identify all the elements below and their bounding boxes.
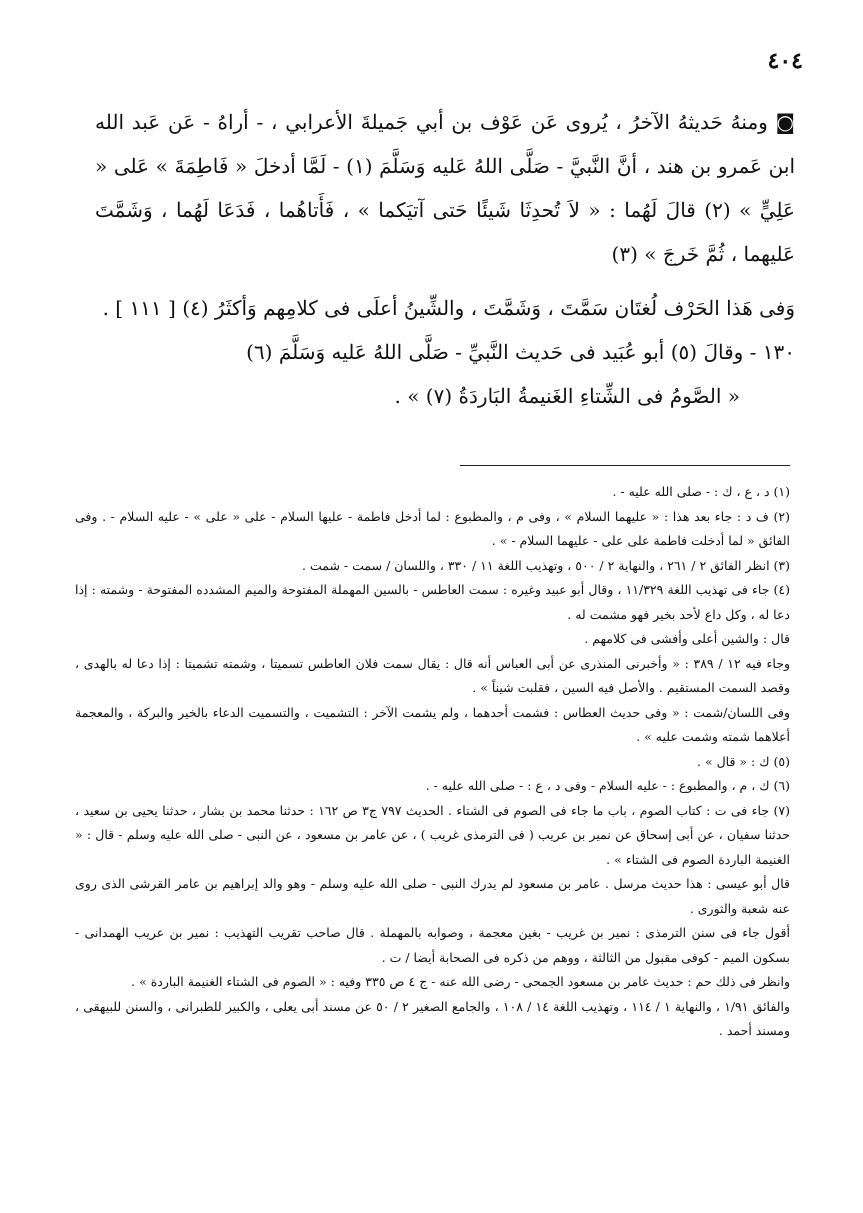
- footnote: قال : والشين أعلى وأفشى فى كلامهم .: [584, 631, 790, 646]
- footnote-divider: [460, 465, 790, 466]
- footnote: (٦) ك ، م ، والمطبوع : - عليه السلام - وفى د ، ع : - صلى الله عليه - .: [425, 778, 790, 793]
- footnote: والفائق ١/٩١ ، والنهاية ١ / ١١٤ ، وتهذيب اللغة ١٤ / ١٠٨ ، والجامع الصغير ٢ / ٥٠ عن مسند أبى يعلى ، والكبير للطبرانى ، والسنن للبيهقى ، ومسند أحمد .: [75, 998, 790, 1038]
- hadith-paragraph: ◙ ومنهُ حَديثهُ الآخرُ ، يُروى عَن عَوْف بن أبي جَميلةَ الأعرابي ، - أراهُ - عَن عَبد الله ابن عَمرو بن هند ، أنَّ النَّبيَّ - صَلَّى اللهُ عَليه وَسَلَّمَ (١) - لَمَّا أدخلَ « فَاطِمَةَ » عَلى « عَلِيٍّ » (٢) قالَ لَهُما : « لاَ تُحدِثَا شَيئًا حَتى آتيَكما » ، فَأَتاهُما ، فَدَعَا لَهُما ، وَشَمَّتَ عَليهما ، ثُمَّ خَرجَ » (٣): [95, 110, 795, 266]
- footnote: (٤) جاء فى تهذيب اللغة ١١/٣٢٩ ، وقال أبو عبيد وغيره : سمت العاطس - بالسين المهملة المفتوحة والميم المشدده المفتوحة - وشمته : إذا دعا له ، وكل داع لأحد بخير فهو مشمت له .: [75, 582, 790, 622]
- footnote: أقول جاء فى سنن الترمذى : نمير بن غريب - بغين معجمة ، وصوابه بالمهملة . قال صاحب تقريب التهذيب : نمير بن عريب الهمدانى - بسكون الميم - كوفى مقبول من الثالثة ، ووهم من ذكره فى الصحابة أيضا / ت .: [75, 925, 790, 965]
- footnote: قال أبو عيسى : هذا حديث مرسل . عامر بن مسعود لم يدرك النبى - صلى الله عليه وسلم - وهو والد إبراهيم بن عامر القرشى الذى روى عنه شعبة والثورى .: [75, 876, 790, 916]
- footnote: (٥) ك : « قال » .: [697, 753, 790, 769]
- footnote: وفى اللسان/شمت : « وفى حديث العطاس : فشمت أحدهما ، ولم يشمت الآخر : التشميت ، والتسميت الدعاء بالخير والبركة ، والمعجمة أعلاهما شمته وشمت عليه » .: [75, 704, 790, 744]
- entry-heading: ١٣٠ - وقالَ (٥) أبو عُبَيد فى حَديث النَّبيِّ - صَلَّى اللهُ عَليه وَسَلَّمَ (٦): [246, 340, 795, 364]
- footnote: (٢) ف د : جاء بعد هذا : « عليهما السلام » ، وفى م ، والمطبوع : لما أدخل فاطمة - عليها السلام - على « على » - عليه السلام - . وفى الفائق « لما أدخلت فاطمة على على - عليهما السلام - » .: [75, 508, 790, 548]
- main-text: [95, 100, 795, 418]
- footnote: (٣) انظر الفائق ٢ / ٢٦١ ، والنهاية ٢ / ٥٠٠ ، وتهذيب اللغة ١١ / ٣٣٠ ، واللسان / سمت - شمت .: [302, 557, 790, 573]
- footnote: (٧) جاء فى ت : كتاب الصوم ، باب ما جاء فى الصوم فى الشتاء . الحديث ٧٩٧ ج٣ ص ١٦٢ : حدثنا محمد بن بشار ، حدثنا يحيى بن سعيد ، حدثنا سفيان ، عن أبى إسحاق عن نمير بن عريب ( فى الترمذى غريب ) ، عن عامر بن مسعود ، عن النبى - صلى الله عليه وسلم - قال : « الغنيمة الباردة الصوم فى الشتاء » .: [75, 802, 790, 867]
- footnotes: [75, 480, 790, 1044]
- hadith-quote: « الصَّومُ فى الشِّتاءِ الغَنيمةُ البَاردَةُ (٧) » .: [394, 384, 740, 408]
- footnote: (١) د ، ع ، ك : - صلى الله عليه - .: [612, 484, 790, 499]
- footnote: وانظر فى ذلك حم : حديث عامر بن مسعود الجمحى - رضى الله عنه - ج ٤ ص ٣٣٥ وفيه : « الصوم فى الشتاء الغنيمة الباردة » .: [131, 974, 790, 989]
- footnote: وجاء فيه ١٢ / ٣٨٩ : « وأخبرنى المنذرى عن أبى العباس أنه قال : يقال سمت فلان العاطس تسميتا ، وشمته تشميتا : إذا دعا له بالهدى ، وقصد السمت المستقيم . والأصل فيه السين ، فقلبت شيناً » .: [75, 655, 790, 695]
- linguistic-note: وَفى هَذا الحَرْف لُغتَان سَمَّتَ ، وَشَمَّتَ ، والشِّينُ أعلَى فى كلامِهم وَأكثَرُ (٤) [ ١١١ ] .: [102, 296, 795, 320]
- page-number: ٤٠٤: [767, 48, 803, 74]
